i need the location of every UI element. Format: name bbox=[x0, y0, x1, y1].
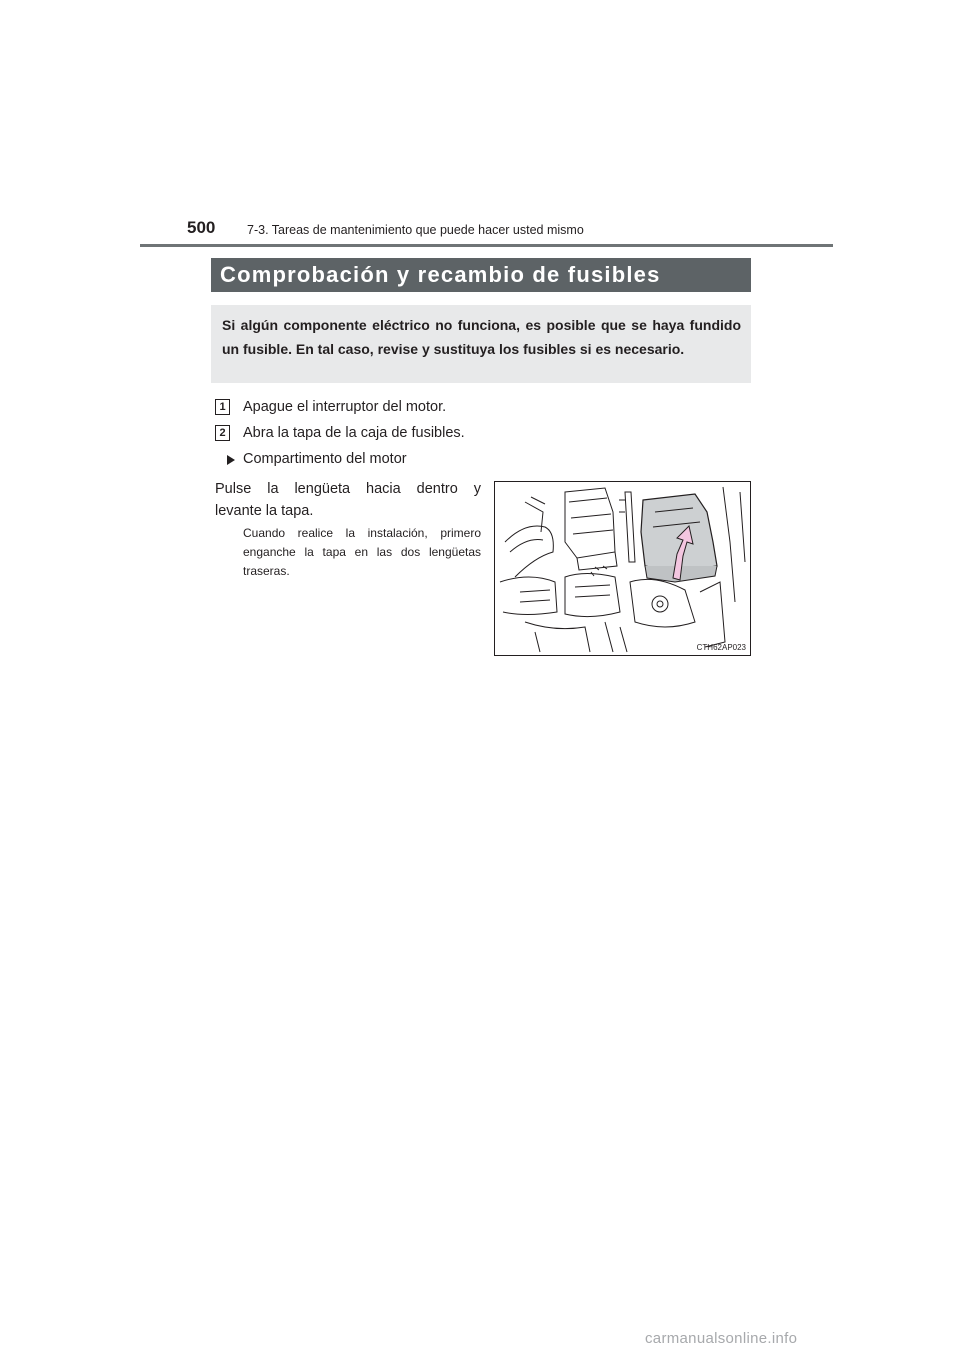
page-number: 500 bbox=[187, 218, 216, 237]
subsection-title: Compartimento del motor bbox=[243, 451, 407, 467]
instruction-text bbox=[215, 478, 481, 522]
engine-compartment-illustration bbox=[494, 481, 751, 656]
intro-box bbox=[211, 305, 751, 383]
running-header: 7-3. Tareas de mantenimiento que puede hacer usted mismo bbox=[247, 223, 584, 237]
instruction-line-2: levante la tapa. bbox=[215, 503, 314, 519]
section-title: Comprobación y recambio de fusibles bbox=[211, 258, 751, 292]
step-text-1: Apague el interruptor del motor. bbox=[243, 399, 447, 415]
note-text: Cuando realice la instalación, primero enganche la tapa en las dos lengüetas traseras. bbox=[243, 526, 481, 578]
instruction-line-1: Pulse la lengüeta hacia dentro y bbox=[215, 481, 481, 497]
step-badge-1: 1 bbox=[215, 399, 230, 415]
intro-text: Si algún componente eléctrico no funciona, es posible que se haya fundido un fusible. En tal caso, revise y sustituya los fusibles si es necesario. bbox=[222, 317, 741, 357]
figure-code: CTH62AP023 bbox=[696, 643, 746, 652]
step-text-2: Abra la tapa de la caja de fusibles. bbox=[243, 425, 465, 441]
watermark: carmanualsonline.info bbox=[645, 1330, 798, 1347]
step-badge-2: 2 bbox=[215, 425, 230, 441]
bullet-triangle-icon bbox=[227, 455, 235, 465]
header-rule bbox=[140, 244, 833, 247]
engine-drawing bbox=[495, 482, 750, 655]
